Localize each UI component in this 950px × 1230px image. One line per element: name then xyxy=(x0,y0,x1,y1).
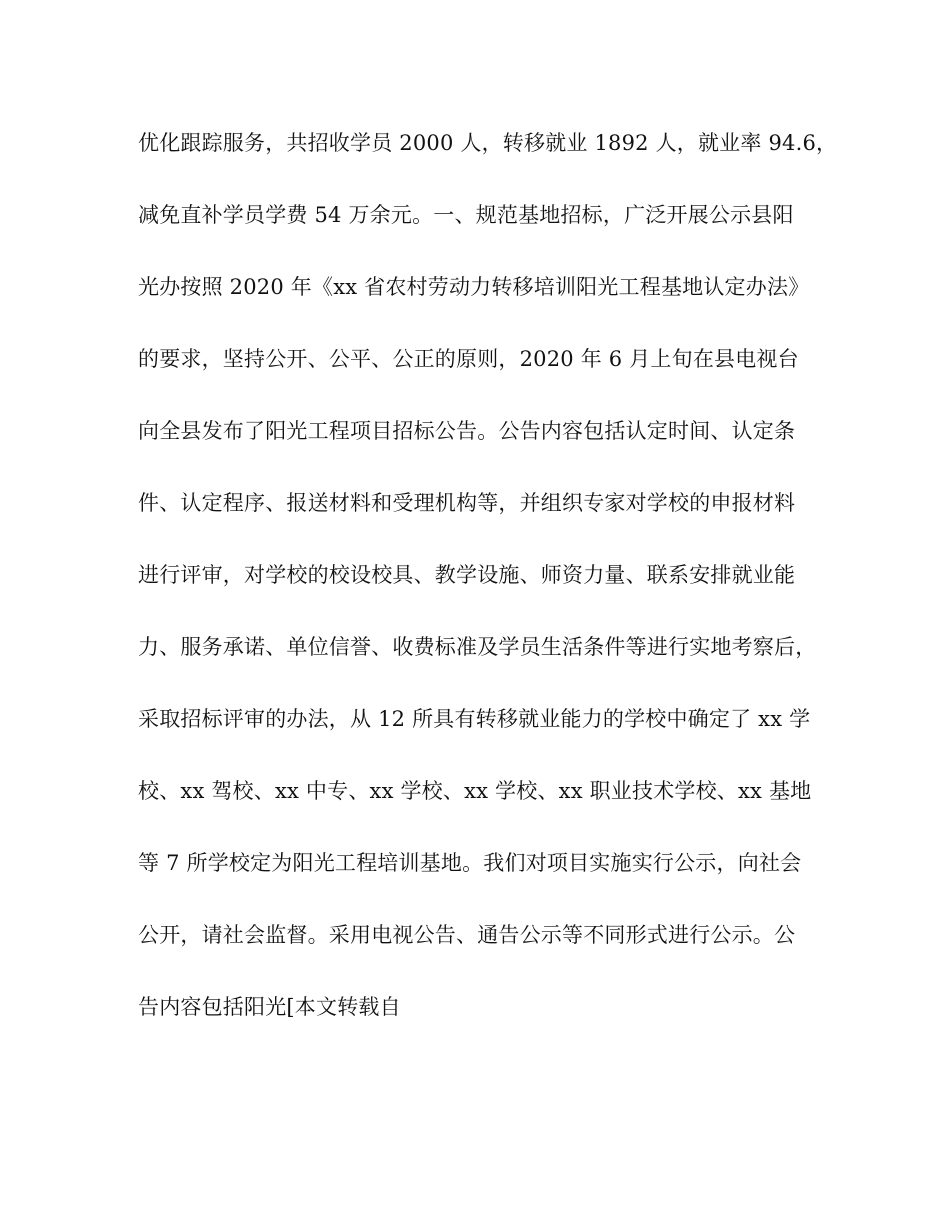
text-line: 校、xx 驾校、xx 中专、xx 学校、xx 学校、xx 职业技术学校、xx 基地 xyxy=(138,779,812,803)
text-line: 等 7 所学校定为阳光工程培训基地。我们对项目实施实行公示，向社会 xyxy=(138,851,802,875)
text-line: 优化跟踪服务，共招收学员 2000 人，转移就业 1892 人，就业率 94.6， xyxy=(138,131,838,155)
text-line: 进行评审，对学校的校设校具、教学设施、师资力量、联系安排就业能 xyxy=(138,563,796,587)
text-line: 件、认定程序、报送材料和受理机构等，并组织专家对学校的申报材料 xyxy=(138,491,796,515)
text-line: 告内容包括阳光[本文转载自 xyxy=(138,995,401,1019)
text-line: 力、服务承诺、单位信誉、收费标准及学员生活条件等进行实地考察后， xyxy=(138,635,817,659)
text-line: 向全县发布了阳光工程项目招标公告。公告内容包括认定时间、认定条 xyxy=(138,419,796,443)
text-line: 光办按照 2020 年《xx 省农村劳动力转移培训阳光工程基地认定办法》 xyxy=(138,275,810,299)
text-line: 减免直补学员学费 54 万余元。一、规范基地招标，广泛开展公示县阳 xyxy=(138,203,794,227)
text-line: 公开，请社会监督。采用电视公告、通告公示等不同形式进行公示。公 xyxy=(138,923,796,947)
text-line: 的要求，坚持公开、公平、公正的原则，2020 年 6 月上旬在县电视台 xyxy=(138,347,799,371)
text-line: 采取招标评审的办法，从 12 所具有转移就业能力的学校中确定了 xx 学 xyxy=(138,707,811,731)
